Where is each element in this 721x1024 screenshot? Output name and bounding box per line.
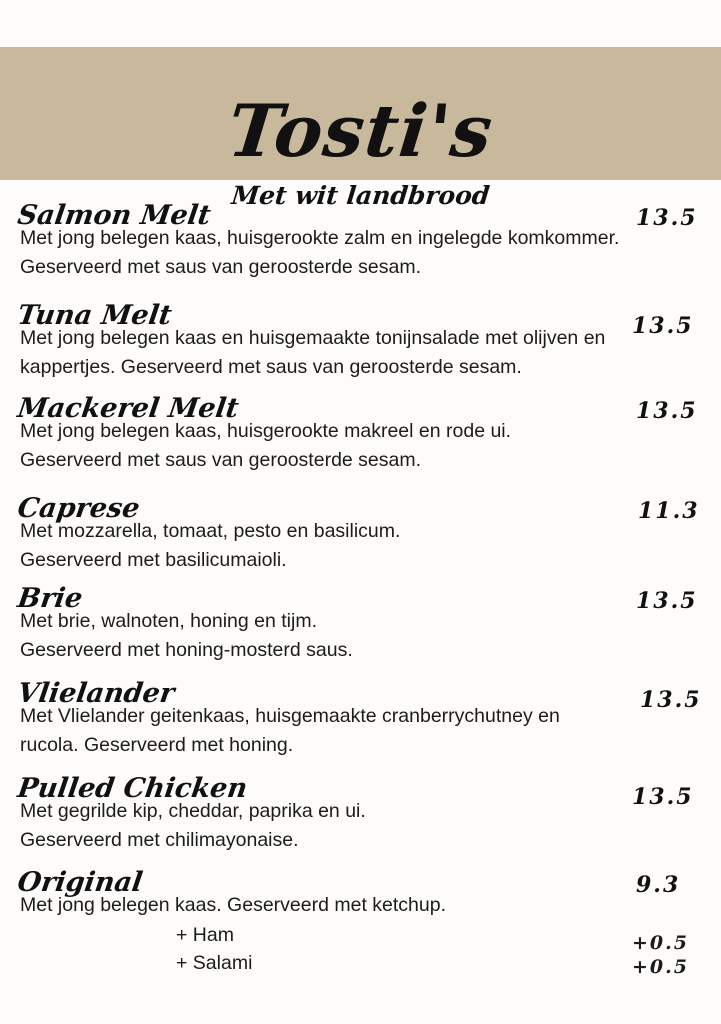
- item-price: 13.5: [636, 205, 698, 231]
- item-price: 13.5: [636, 398, 698, 424]
- item-description: Met Vlielander geitenkaas, huisgemaakte cranberrychutney en rucola. Geserveerd met honing.: [20, 705, 560, 756]
- extra-option: [0, 921, 721, 954]
- extra-price: +0.5: [632, 956, 689, 978]
- extra-option: [0, 949, 721, 977]
- extra-price: +0.5: [632, 932, 689, 954]
- item-name: Original: [15, 867, 145, 898]
- menu-subtitle: Met wit landbrood: [230, 181, 492, 210]
- header-band: [0, 47, 721, 210]
- item-name: Brie: [15, 583, 85, 614]
- item-description: Met jong belegen kaas, huisgerookte zalm en ingelegde komkommer. Geserveerd met saus van geroosterde sesam.: [20, 227, 620, 278]
- item-name: Salmon Melt: [15, 200, 213, 231]
- item-price: 9.3: [636, 872, 681, 898]
- item-price: 13.5: [632, 784, 694, 810]
- extra-label: + Ham: [176, 924, 234, 946]
- item-description: Met jong belegen kaas. Geserveerd met ketchup.: [20, 894, 446, 916]
- item-price: 13.5: [636, 588, 698, 614]
- menu-title: Tosti's: [224, 88, 498, 173]
- item-price: 11.3: [638, 498, 700, 524]
- item-description: Met mozzarella, tomaat, pesto en basilicum. Geserveerd met basilicumaioli.: [20, 520, 401, 571]
- item-name: Tuna Melt: [15, 300, 174, 331]
- item-name: Caprese: [15, 493, 142, 524]
- item-description: Met jong belegen kaas, huisgerookte makreel en rode ui. Geserveerd met saus van geroosterde sesam.: [20, 420, 512, 471]
- extra-label: + Salami: [176, 952, 253, 974]
- item-name: Pulled Chicken: [15, 773, 250, 804]
- item-price: 13.5: [640, 687, 702, 713]
- item-price: 13.5: [632, 313, 694, 339]
- item-name: Vlielander: [15, 678, 177, 709]
- item-description: Met jong belegen kaas en huisgemaakte tonijnsalade met olijven en kappertjes. Geserveerd met saus van geroosterde sesam.: [20, 327, 606, 378]
- item-name: Mackerel Melt: [15, 393, 241, 424]
- item-description: Met gegrilde kip, cheddar, paprika en ui. Geserveerd met chilimayonaise.: [20, 800, 366, 851]
- item-description: Met brie, walnoten, honing en tijm. Geserveerd met honing-mosterd saus.: [20, 610, 353, 661]
